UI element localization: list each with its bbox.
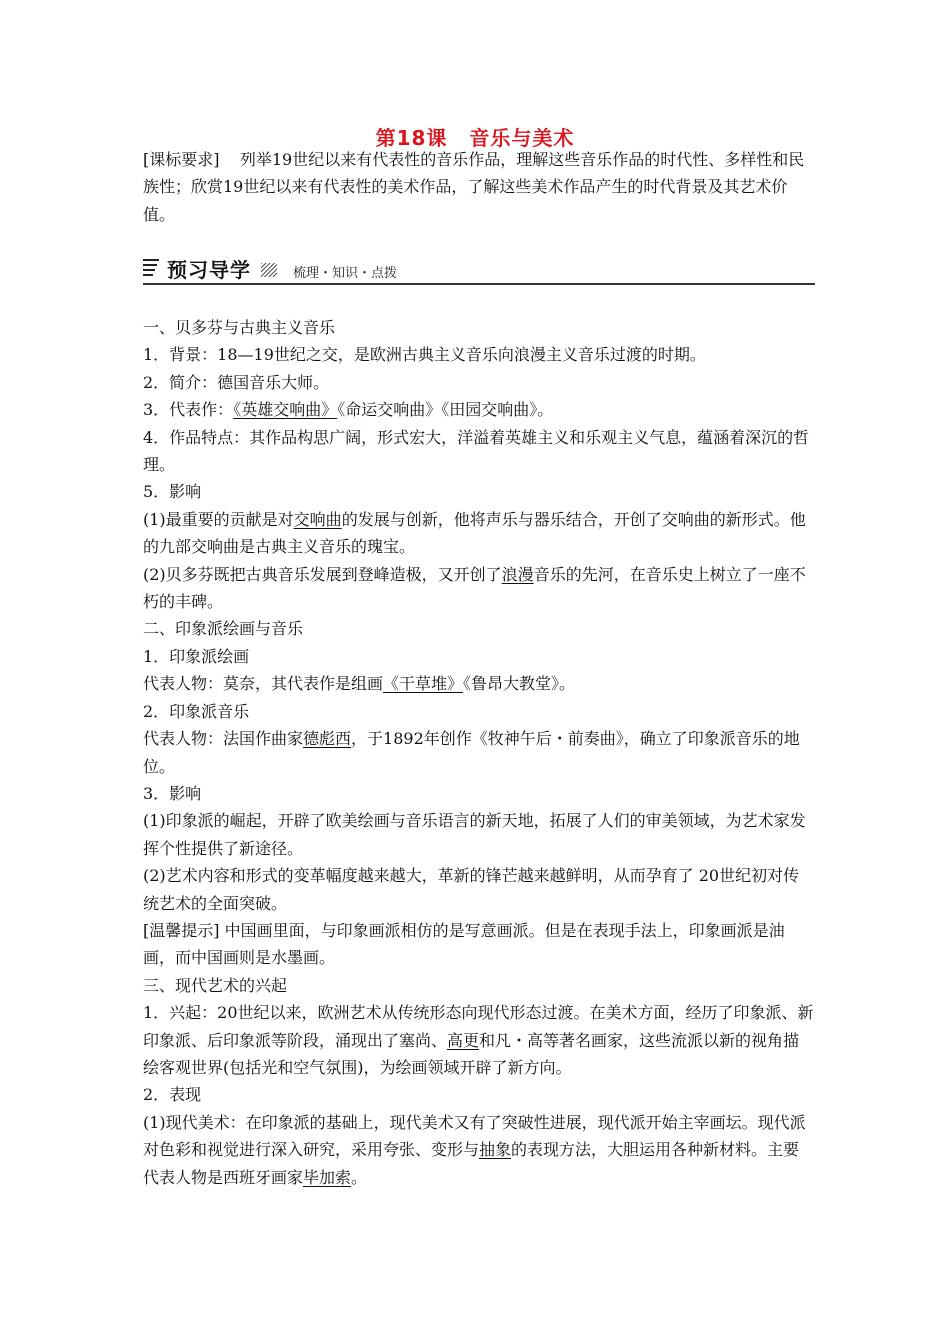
section-heading: 三、现代艺术的兴起 (143, 975, 288, 995)
section-banner (143, 253, 815, 285)
paragraph: (1)最重要的贡献是对交响曲的发展与创新，他将声乐与器乐结合，开创了交响曲的新形式。他的九部交响曲是古典主义音乐的瑰宝。 (143, 509, 806, 557)
banner-subtitle: 梳理・知识・点拨 (293, 266, 398, 281)
paragraph: (1)现代美术：在印象派的基础上，现代美术又有了突破性进展，现代派开始主宰画坛。现代派对色彩和视觉进行深入研究，采用夸张、变形与抽象的表现方法，大胆运用各种新材料。主要代表人物是西班牙画家毕加索。 (143, 1112, 806, 1187)
answer-blank: 交响曲 (293, 509, 342, 529)
curriculum-requirements (143, 146, 815, 228)
paragraph: 4．作品特点：其作品构思广阔，形式宏大，洋溢着英雄主义和乐观主义气息，蕴涵着深沉的哲理。 (143, 427, 810, 475)
paragraph: 3．影响 (143, 783, 202, 803)
answer-blank: 抽象 (479, 1140, 512, 1160)
answer-blank: 高更 (447, 1030, 480, 1050)
section-heading: 一、贝多芬与古典主义音乐 (143, 318, 336, 337)
banner-title: 预习导学 (167, 258, 251, 282)
paragraph: 5．影响 (143, 482, 202, 502)
requirements-text: 列举19世纪以来有代表性的音乐作品，理解这些音乐作品的时代性、多样性和民族性；欣赏19世纪以来有代表性的美术作品，了解这些美术作品产生的时代背景及其艺术价值。 (143, 150, 805, 224)
paragraph: 1．背景：18—19世纪之交，是欧洲古典主义音乐向浪漫主义音乐过渡的时期。 (143, 345, 706, 365)
banner-stripes-icon (261, 263, 277, 277)
section-heading: 二、印象派绘画与音乐 (143, 619, 304, 639)
answer-blank: 浪漫 (501, 564, 534, 584)
paragraph: 2．表现 (143, 1085, 202, 1105)
answer-blank: 德彪西 (303, 729, 352, 749)
lesson-number: 第18课 (375, 126, 448, 150)
lesson-name: 音乐与美术 (469, 126, 575, 150)
paragraph: 2．印象派音乐 (143, 701, 250, 721)
answer-blank: 《英雄交响曲》 (233, 400, 338, 420)
paragraph: 代表人物：莫奈，其代表作是组画《干草堆》《鲁昂大教堂》。 (143, 674, 576, 694)
answer-blank: 毕加索 (303, 1167, 352, 1187)
answer-blank: 《干草堆》 (383, 674, 464, 694)
banner-bars-icon (143, 259, 159, 277)
paragraph: 2．简介：德国音乐大师。 (143, 372, 330, 392)
paragraph: (2)贝多芬既把古典音乐发展到登峰造极，又开创了浪漫音乐的先河，在音乐史上树立了一座不朽的丰碑。 (143, 564, 806, 612)
requirements-tag: [课标要求] (143, 150, 220, 169)
paragraph: (2)艺术内容和形式的变革幅度越来越大，革新的锋芒越来越鲜明，从而孕育了 20世纪初对传统艺术的全面突破。 (143, 866, 800, 913)
paragraph: 1．兴起：20世纪以来，欧洲艺术从传统形态向现代形态过渡。在美术方面，经历了印象派、新印象派、后印象派等阶段，涌现出了塞尚、高更和凡・高等著名画家，这些流派以新的视角描绘客观世界(包括光和空气氛围)，为绘画领域开辟了新方向。 (143, 1003, 814, 1077)
paragraph: (1)印象派的崛起，开辟了欧美绘画与音乐语言的新天地，拓展了人们的审美领域，为艺术家发挥个性提供了新途径。 (143, 811, 806, 858)
study-content (143, 314, 815, 1191)
tip-paragraph: [温馨提示] 中国画里面，与印象画派相仿的是写意画派。但是在表现手法上，印象画派是油画，而中国画则是水墨画。 (143, 920, 785, 968)
paragraph: 代表人物：法国作曲家德彪西，于1892年创作《牧神午后・前奏曲》，确立了印象派音乐的地位。 (143, 729, 800, 776)
paragraph: 1．印象派绘画 (143, 646, 250, 666)
paragraph: 3．代表作：《英雄交响曲》《命运交响曲》《田园交响曲》。 (143, 400, 554, 420)
